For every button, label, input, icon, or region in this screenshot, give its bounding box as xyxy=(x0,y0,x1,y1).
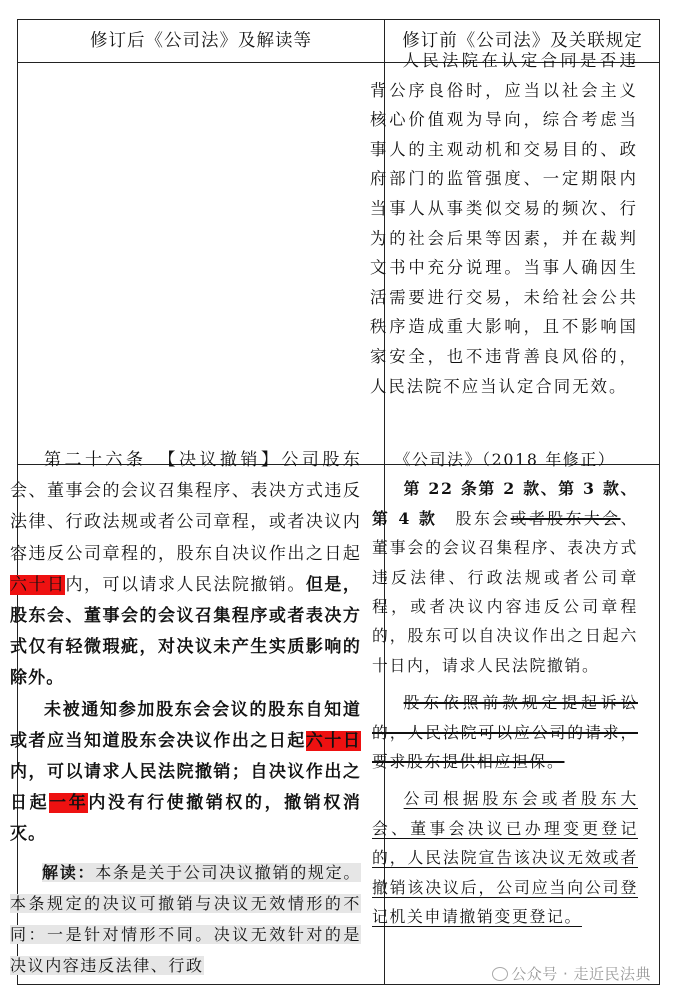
note-text: 本条是关于公司决议撤销的规定。本条规定的决议可撤销与决议无效情形的不同：一是针对情形不同。决议无效针对的是决议内容违反法律、行政 xyxy=(10,862,361,975)
article-26-para1-mid: 内，可以请求人民法院撤销。 xyxy=(65,574,306,595)
header-left: 修订后《公司法》及解读等 xyxy=(90,31,312,51)
article-26-para2-b: 内，可以请求人民法院撤销；自决议作出之日起 xyxy=(10,762,361,814)
prior-article-para1 xyxy=(372,474,638,680)
law-title: 《公司法》（2018 年修正） xyxy=(394,450,616,469)
interpretation-note xyxy=(10,857,361,981)
article-26-proviso: 但是，股东会、董事会的会议召集程序或者表决方式仅有轻微瑕疵，对决议未产生实质影响的除外。 xyxy=(10,574,361,689)
highlight-sixty-days: 六十日 xyxy=(10,574,66,595)
prior-text-a: 股东会 xyxy=(437,508,511,528)
article-26-para2-a: 未被通知参加股东会会议的股东自知道或者应当知道股东会决议作出之日起 xyxy=(10,699,361,751)
highlight-one-year: 一年 xyxy=(49,793,89,814)
article-reference: 第 22 条第 2 款、第 3 款、第 4 款 xyxy=(372,479,638,528)
article-26-para1 xyxy=(10,445,361,695)
watermark-text: 公众号 · 走近民法典 xyxy=(511,965,651,983)
deleted-paragraph: 股东依照前款规定提起诉讼的，人民法院可以应公司的请求，要求股东提供相应担保。 xyxy=(372,693,638,772)
note-label: 解读： xyxy=(42,862,96,882)
underlined-paragraph: 公司根据股东会或者股东大会、董事会决议已办理变更登记的，人民法院宣告该决议无效或者撤销该决议后，公司应当向公司登记机关申请撤销变更登记。 xyxy=(372,789,638,927)
revised-article-cell xyxy=(10,445,361,981)
watermark xyxy=(492,963,651,984)
wechat-icon xyxy=(492,967,508,981)
header-right: 修订前《公司法》及关联规定 xyxy=(402,31,643,51)
struck-text-1: 或者股东大会 xyxy=(510,508,621,528)
article-26-para2 xyxy=(10,695,361,851)
highlight-sixty-days-2: 六十日 xyxy=(305,730,361,751)
article-26-para2-c: 内没有行使撤销权的，撤销权消灭。 xyxy=(10,793,362,845)
prior-article-cell xyxy=(372,445,638,932)
related-rule-text: 人民法院在认定合同是否违背公序良俗时，应当以社会主义核心价值观为导向，综合考虑当事人的主观动机和交易目的、政府部门的监管强度、一定期限内当事人从事类似交易的频次、行为的社会后果等因素，并在裁判文书中充分说理。当事人确因生活需要进行交易，未给社会公共秩序造成重大影响，且不影响国家安全，也不违背善良风俗的，人民法院不应当认定合同无效。 xyxy=(370,51,638,396)
article-26-head: 第二十六条 【决议撤销】公司股东会、董事会的会议召集程序、表决方式违反法律、行政法规或者公司章程，或者决议内容违反公司章程的，股东自决议作出之日起 xyxy=(10,450,361,564)
prior-text-b: 、董事会的会议召集程序、表决方式违反法律、行政法规或者公司章程，或者决议内容违反公司章程的，股东可以自决议作出之日起六十日内，请求人民法院撤销。 xyxy=(372,508,639,675)
row1-right-cell xyxy=(370,46,638,401)
